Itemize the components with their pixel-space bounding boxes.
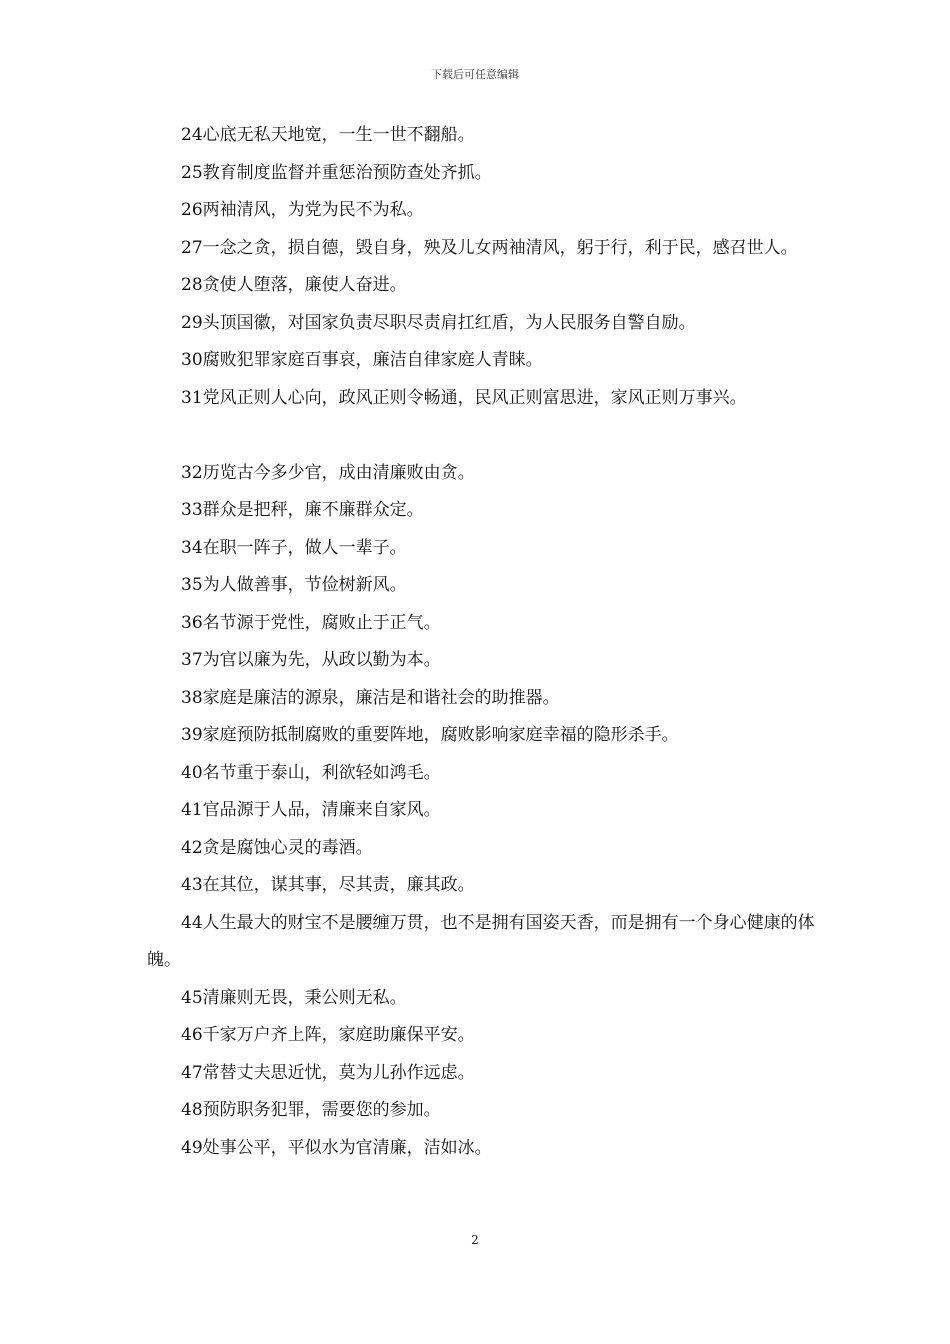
page-number: 2 — [471, 1233, 479, 1247]
paragraph-34: 34在职一阵子，做人一辈子。 — [181, 537, 407, 558]
paragraph-49: 49处事公平，平似水为官清廉，洁如冰。 — [181, 1137, 492, 1158]
paragraph-33: 33群众是把秤，廉不廉群众定。 — [181, 500, 424, 520]
paragraph-26: 26两袖清风，为党为民不为私。 — [181, 200, 424, 220]
document-body — [147, 117, 819, 1167]
paragraph-38: 38家庭是廉洁的源泉，廉洁是和谐社会的助推器。 — [181, 687, 560, 708]
paragraph-39: 39家庭预防抵制腐败的重要阵地，腐败影响家庭幸福的隐形杀手。 — [181, 725, 679, 745]
paragraph-31: 31党风正则人心向，政风正则令畅通，民风正则富思进，家风正则万事兴。 — [181, 387, 747, 408]
page-header: 下载后可任意编辑 — [431, 68, 519, 81]
paragraph-47: 47常替丈夫思近忧，莫为儿孙作远虑。 — [181, 1062, 475, 1083]
paragraph-35: 35为人做善事，节俭树新风。 — [181, 575, 407, 595]
paragraph-46: 46千家万户齐上阵，家庭助廉保平安。 — [181, 1025, 475, 1045]
paragraph-42: 42贪是腐蚀心灵的毒酒。 — [181, 837, 373, 858]
paragraph-48: 48预防职务犯罪，需要您的参加。 — [181, 1100, 441, 1120]
paragraph-24: 24心底无私天地宽，一生一世不翻船。 — [181, 125, 475, 145]
paragraph-44: 44人生最大的财宝不是腰缠万贯，也不是拥有国姿天香，而是拥有一个身心健康的体魄。 — [147, 912, 815, 970]
paragraph-37: 37为官以廉为先，从政以勤为本。 — [181, 650, 441, 670]
paragraph-41: 41官品源于人品，清廉来自家风。 — [181, 800, 441, 820]
paragraph-28: 28贪使人堕落，廉使人奋进。 — [181, 275, 407, 295]
paragraph-45: 45清廉则无畏，秉公则无私。 — [181, 987, 407, 1008]
paragraph-36: 36名节源于党性，腐败止于正气。 — [181, 612, 441, 633]
paragraph-27: 27一念之贪，损自德，毁自身，殃及儿女两袖清风，躬于行，利于民，感召世人。 — [181, 237, 798, 258]
blank-line — [147, 417, 819, 455]
paragraph-40: 40名节重于泰山，利欲轻如鸿毛。 — [181, 762, 441, 783]
paragraph-43: 43在其位，谋其事，尽其责，廉其政。 — [181, 875, 475, 895]
paragraph-32: 32历览古今多少官，成由清廉败由贪。 — [181, 462, 475, 483]
paragraph-29: 29头顶国徽，对国家负责尽职尽责肩扛红盾，为人民服务自警自励。 — [181, 312, 696, 333]
paragraph-25: 25教育制度监督并重惩治预防查处齐抓。 — [181, 162, 492, 183]
paragraph-30: 30腐败犯罪家庭百事哀，廉洁自律家庭人青睐。 — [181, 350, 543, 370]
